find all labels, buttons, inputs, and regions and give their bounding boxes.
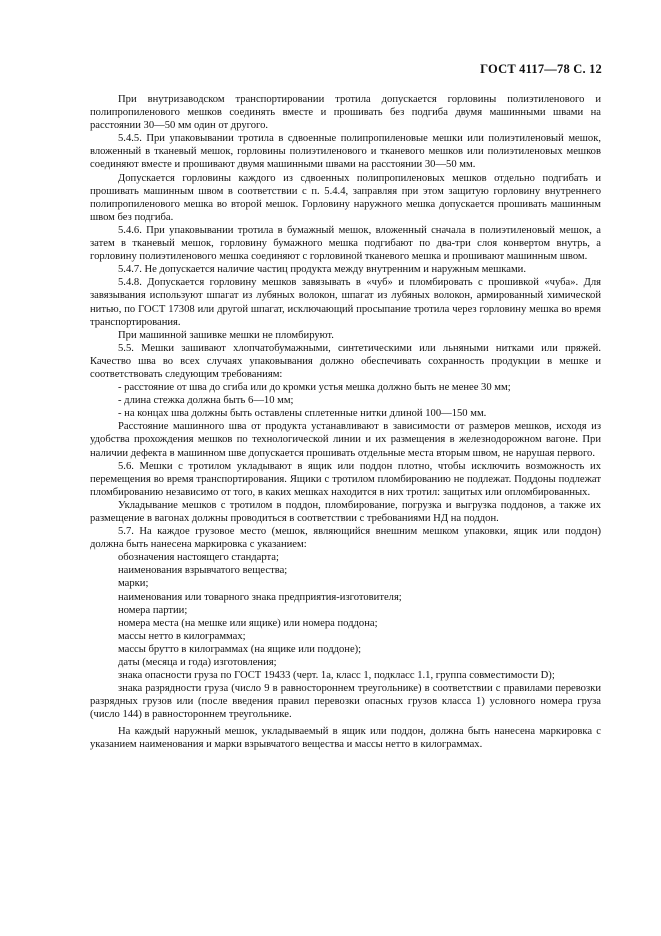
paragraph: 5.5. Мешки зашивают хлопчатобумажными, синтетическими или льняными нитками или пряжей. Качество шва во всех случаях упаковывания должно обеспечивать сохранность продукции в мешке и соответствовать следующим требованиям: <box>90 342 601 380</box>
list-item: марки; <box>118 578 149 590</box>
paragraph: На каждый наружный мешок, укладываемый в ящик или поддон, должна быть нанесена маркировка с указанием наименования и марки взрывчатого вещества и массы нетто в килограммах. <box>90 725 601 750</box>
paragraph: 5.6. Мешки с тротилом укладывают в ящик или поддон плотно, чтобы исключить возможность их перемещения во время транспортирования. Ящики с тротилом пломбированию не подлежат. Поддоны подлежат пломбированию независимо от того, в каких мешках находится в них тротил: защитых или опломбированных. <box>90 460 601 498</box>
body-text <box>90 93 601 751</box>
list-item: номера партии; <box>118 604 188 616</box>
paragraph: 5.4.7. Не допускается наличие частиц продукта между внутренним и наружным мешками. <box>118 264 526 276</box>
paragraph: При машинной зашивке мешки не пломбируют. <box>118 329 334 341</box>
paragraph: При внутризаводском транспортировании тротила допускается горловины полиэтиленового и полипропиленового мешков соединять вместе и прошивать без подгиба двумя машинными швами на расстоянии 30—50 мм один от другого. <box>90 94 601 132</box>
list-item: наименования взрывчатого вещества; <box>118 565 288 577</box>
list-item: наименования или товарного знака предприятия-изготовителя; <box>118 591 402 603</box>
paragraph: 5.4.8. Допускается горловину мешков завязывать в «чуб» и пломбировать с прошивкой «чуба». Для завязывания используют шпагат из лубяных волокон, шпагат из лубяных волокон, армированный химической нитью, по ГОСТ 17308 или другой шпагат, исключающий просыпание тротила через горловину мешка во время транспортирования. <box>90 277 601 328</box>
list-item: номера места (на мешке или ящике) или номера поддона; <box>118 617 378 629</box>
list-item: массы брутто в килограммах (на ящике или поддоне); <box>118 643 362 655</box>
paragraph: 5.4.6. При упаковывании тротила в бумажный мешок, вложенный сначала в полиэтиленовый мешок, а затем в тканевый мешок, горловину бумажного мешка подгибают по два-три слоя конвертом внутрь, а горловину полиэтиленового мешка соединяют с горловиной тканевого мешка и прошивают машинным швом. <box>90 224 601 263</box>
list-item: - длина стежка должна быть 6—10 мм; <box>118 395 294 407</box>
list-item: - расстояние от шва до сгиба или до кромки устья мешка должно быть не менее 30 мм; <box>118 382 511 394</box>
page-header: ГОСТ 4117—78 С. 12 <box>480 62 602 76</box>
list-item: - на концах шва должны быть оставлены сплетенные нитки длиной 100—150 мм. <box>118 408 487 420</box>
paragraph: Допускается горловины каждого из сдвоенных полипропиленовых мешков отдельно подгибать и прошивать машинным швом в соответствии с п. 5.4.4, заправляя при этом защитую горловину внутреннего полипропиленового мешка во второй мешок. Горловину наружного мешка допускается прошивать машинным швом без подгиба. <box>90 172 601 223</box>
paragraph: знака разрядности груза (число 9 в равностороннем треугольнике) в соответствии с правилами перевозки разрядных грузов или (после введения правил перевозки опасных грузов класса 1) условного номера груза (число 144) в равностороннем треугольнике. <box>90 683 601 721</box>
list-item: даты (месяца и года) изготовления; <box>118 657 277 669</box>
list-item: обозначения настоящего стандарта; <box>118 552 279 564</box>
list-item: массы нетто в килограммах; <box>118 630 246 642</box>
paragraph: Расстояние машинного шва от продукта устанавливают в зависимости от размеров мешков, исходя из удобства прохождения мешков по технологической линии и их размещения в железнодорожном вагоне. При наличии дефекта в машинном шве допускается прошивать отдельные места вторым швом, не нарушая первого. <box>90 421 601 459</box>
paragraph: 5.4.5. При упаковывании тротила в сдвоенные полипропиленовые мешки или полиэтиленовый мешок, вложенный в тканевый мешок, горловины полиэтиленового и тканевого мешков или полиэтиленовых мешков соединяют вместе и прошивают двумя машинными швами на расстоянии 30—50 мм. <box>90 133 601 171</box>
paragraph: знака опасности груза по ГОСТ 19433 (черт. 1а, класс 1, подкласс 1.1, группа совместимости D); <box>118 670 555 682</box>
paragraph: 5.7. На каждое грузовое место (мешок, являющийся внешним мешком упаковки, ящик или поддон) должна быть нанесена маркировка с указанием: <box>90 526 601 551</box>
paragraph: Укладывание мешков с тротилом в поддон, пломбирование, погрузка и выгрузка поддонов, а также их размещение в вагонах должны проводиться в соответствии с требованиями НД на поддон. <box>90 499 601 524</box>
